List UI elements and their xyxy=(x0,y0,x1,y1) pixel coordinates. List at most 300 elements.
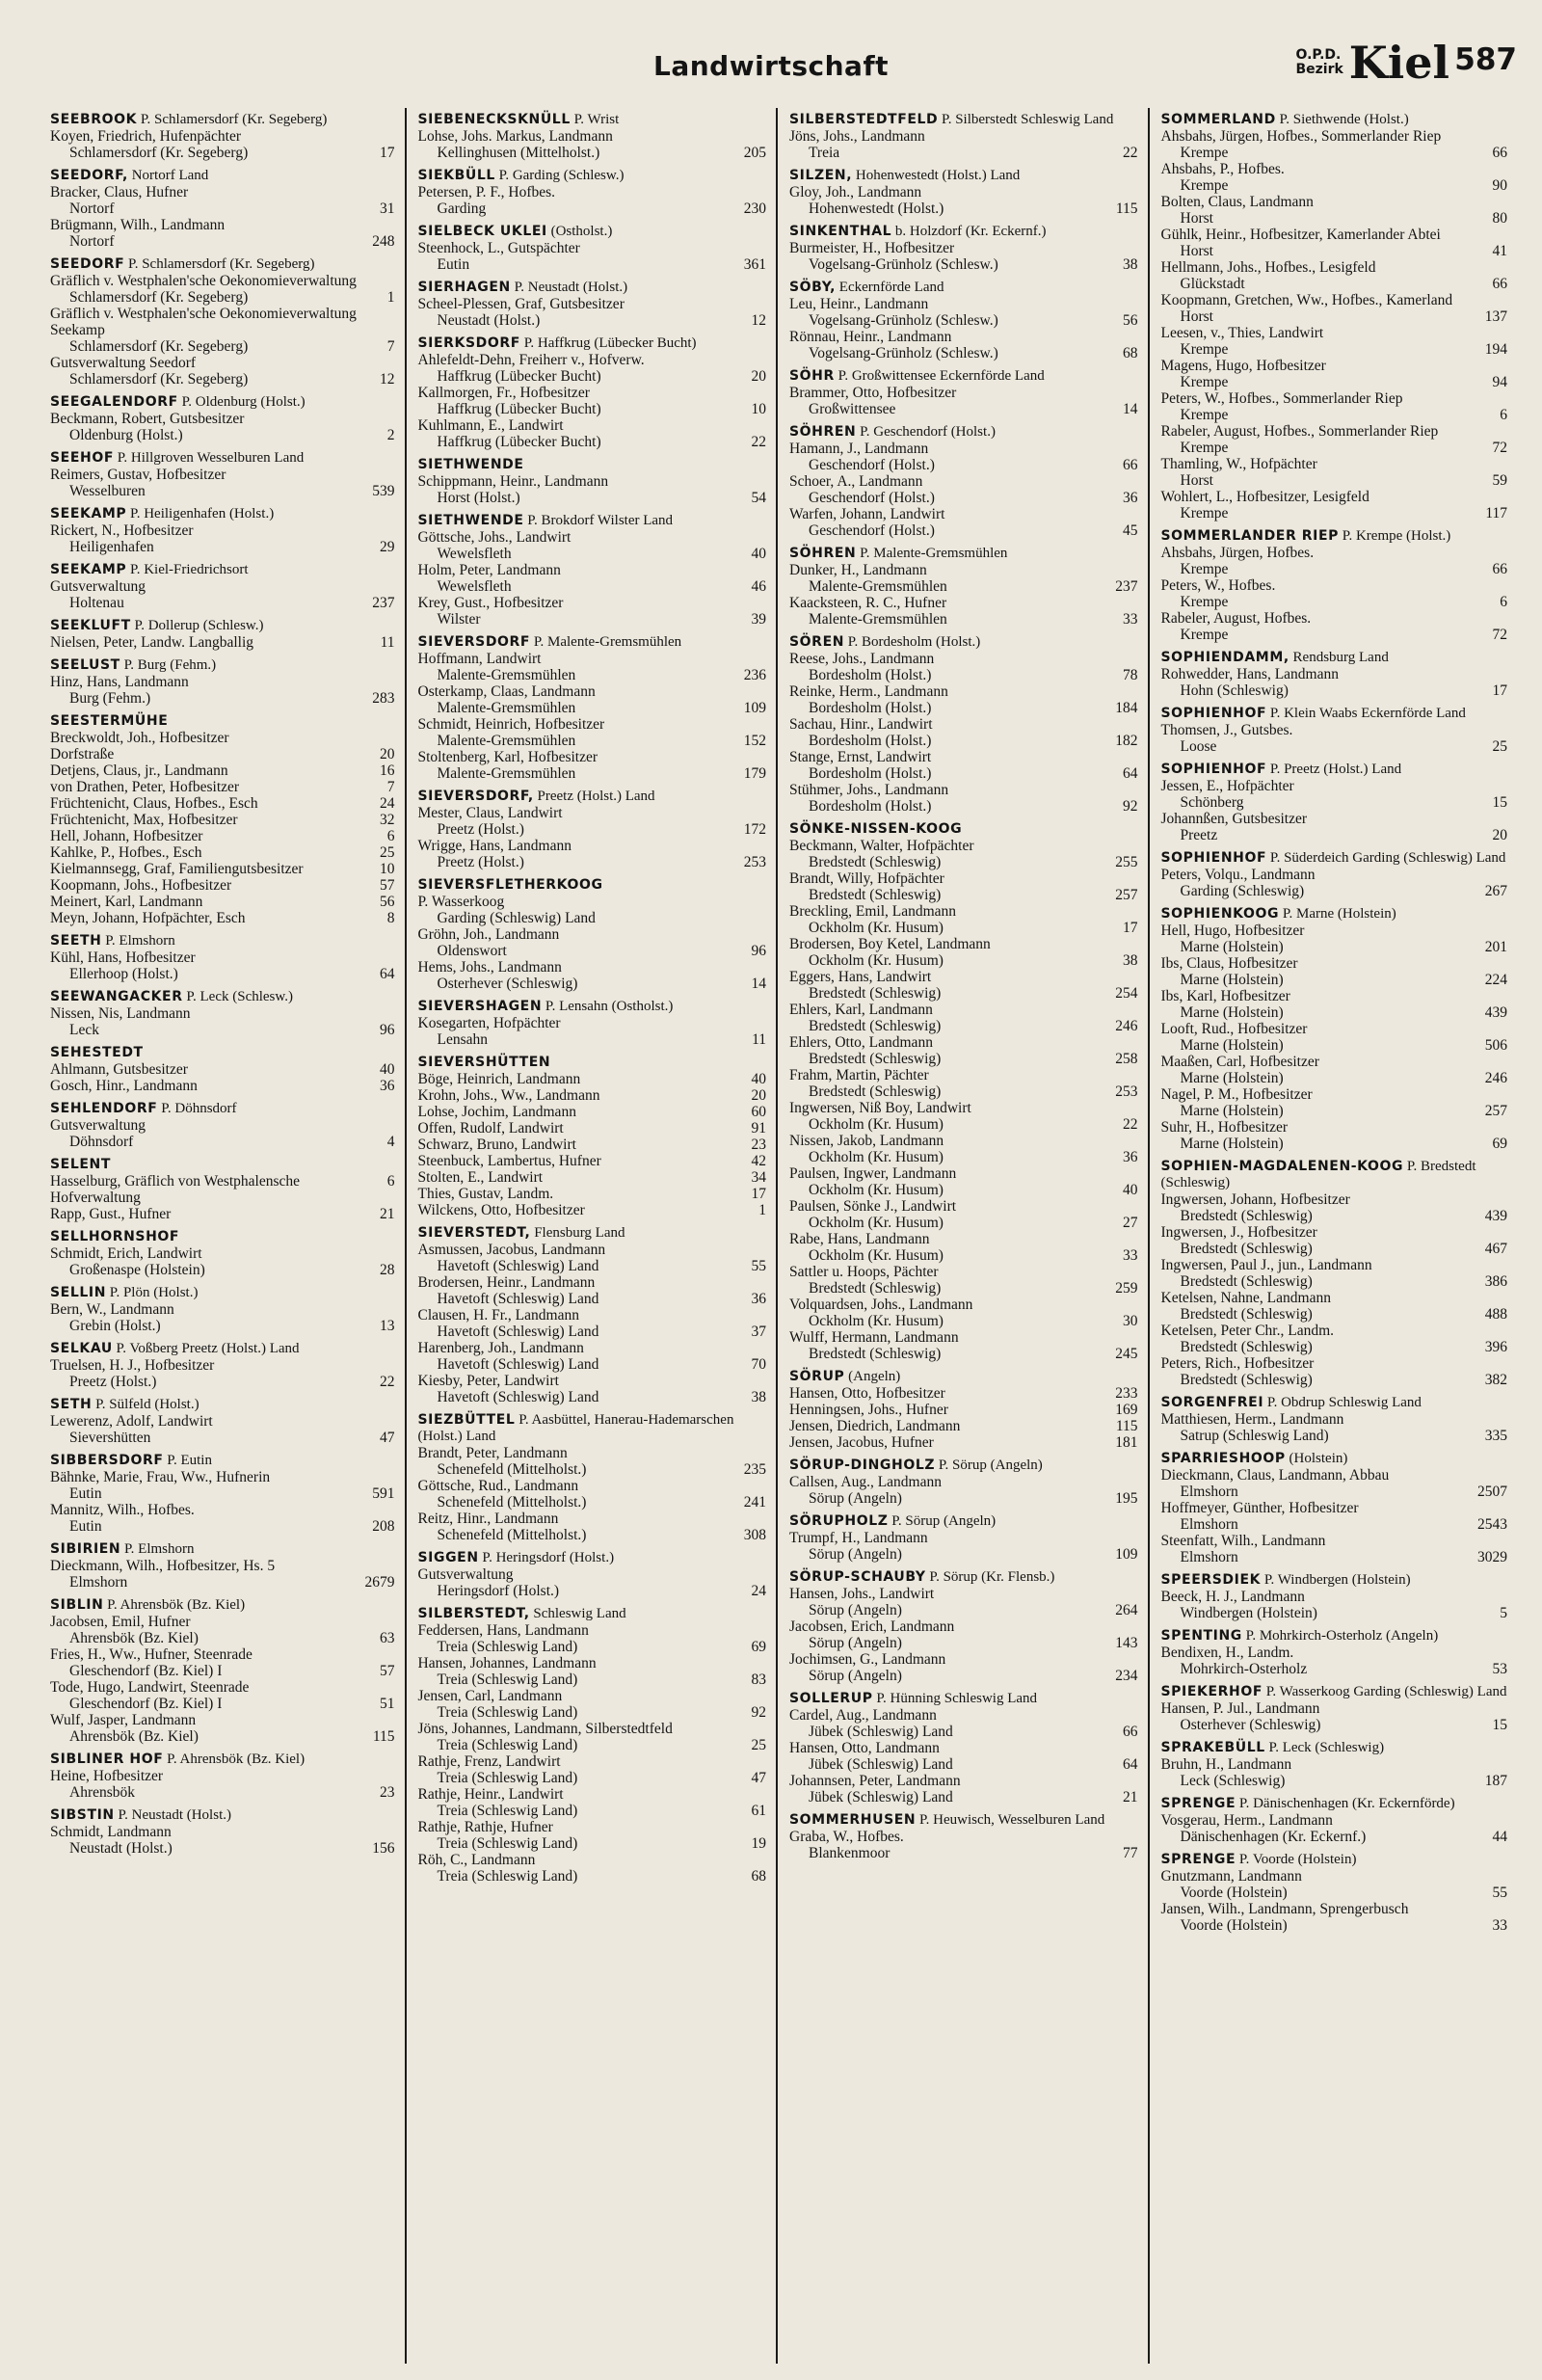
listing-location: Mohrkirch-Osterholz xyxy=(1180,1661,1308,1677)
place-info: Schleswig Land xyxy=(533,1606,626,1621)
listing-name: Gühlk, Heinr., Hofbesitzer, Kamerlander Abtei xyxy=(1160,227,1441,243)
listing-line xyxy=(50,795,395,812)
listing-number: 80 xyxy=(1492,210,1507,227)
directory-entry xyxy=(50,1397,395,1446)
listing-name: Hansen, Johannes, Landmann xyxy=(417,1655,597,1671)
listing-name: Hamann, J., Landmann xyxy=(789,441,929,457)
listing-name: Jansen, Wilh., Landmann, Sprengerbusch xyxy=(1160,1901,1409,1917)
listing-number: 257 xyxy=(1115,887,1138,903)
directory-entry xyxy=(1161,1684,1508,1733)
listing-name: Rabeler, August, Hofbes. xyxy=(1160,610,1312,627)
listing-line xyxy=(50,779,395,795)
listing-number: 38 xyxy=(1123,952,1138,969)
listing-row xyxy=(418,1566,767,1599)
listing-location-line xyxy=(1161,1004,1508,1021)
place-heading xyxy=(1161,706,1508,722)
listing-number: 37 xyxy=(751,1324,766,1340)
listing-location-line xyxy=(50,145,395,161)
listing-number: 7 xyxy=(386,779,395,795)
listing-name: Bendixen, H., Landm. xyxy=(1160,1645,1294,1661)
listing-name: Warfen, Johann, Landwirt xyxy=(789,506,945,522)
listing-location-line xyxy=(50,427,395,443)
listing-location: Glückstadt xyxy=(1180,276,1245,292)
place-heading xyxy=(418,168,767,184)
listing-location: Haffkrug (Lübecker Bucht) xyxy=(437,401,601,417)
listing-row xyxy=(789,1264,1138,1297)
listing-name: Mester, Claus, Landwirt xyxy=(417,805,563,821)
listing-location-line xyxy=(789,854,1138,870)
listing-location-line xyxy=(418,368,767,385)
listing-location: Oldenburg (Holst.) xyxy=(69,427,183,443)
place-heading xyxy=(50,1597,395,1614)
listing-number: 45 xyxy=(1123,522,1138,539)
listing-number: 143 xyxy=(1115,1635,1138,1651)
listing-number: 156 xyxy=(372,1840,395,1857)
listing-number: 90 xyxy=(1492,177,1507,194)
place-name: SIGGEN xyxy=(417,1550,479,1565)
listing-location: Bredstedt (Schleswig) xyxy=(809,985,942,1002)
listing-location: Großenaspe (Holstein) xyxy=(69,1262,205,1278)
listing-number: 92 xyxy=(1123,798,1138,815)
listing-number: 6 xyxy=(386,1173,395,1190)
listing-name: Dorfstraße xyxy=(50,746,115,762)
place-heading xyxy=(50,1157,395,1173)
listing-location-line xyxy=(418,821,767,838)
directory-entry xyxy=(50,1807,395,1857)
listing-row xyxy=(50,217,395,250)
listing-line xyxy=(789,1418,1138,1434)
listing-number: 137 xyxy=(1484,308,1507,325)
listing-number: 172 xyxy=(743,821,766,838)
listing-number: 47 xyxy=(751,1770,766,1786)
listing-number: 2 xyxy=(386,427,395,443)
listing-location-line xyxy=(789,1756,1138,1773)
listing-location: Bredstedt (Schleswig) xyxy=(809,1346,942,1362)
listing-location: Treia (Schleswig Land) xyxy=(437,1704,578,1721)
listing-name: Nissen, Jakob, Landmann xyxy=(789,1133,944,1149)
listing-location-line xyxy=(789,611,1138,628)
listing-location-line xyxy=(50,1318,395,1334)
listing-name: Ingwersen, Niß Boy, Landwirt xyxy=(789,1100,971,1116)
listing-location: Sievershütten xyxy=(69,1430,151,1446)
place-heading xyxy=(50,1045,395,1061)
listing-number: 335 xyxy=(1484,1428,1507,1444)
listing-row xyxy=(418,1445,767,1478)
listing-location-line xyxy=(789,887,1138,903)
listing-location: Osterhever (Schleswig) xyxy=(1180,1717,1321,1733)
listing-name: Offen, Rudolf, Landwirt xyxy=(417,1120,564,1137)
listing-row xyxy=(789,1329,1138,1362)
listing-name: Frahm, Martin, Pächter xyxy=(789,1067,929,1083)
listing-location-line xyxy=(789,1490,1138,1507)
place-heading xyxy=(1161,1796,1508,1812)
listing-location: Malente-Gremsmühlen xyxy=(437,765,576,782)
listing-name: von Drathen, Peter, Hofbesitzer xyxy=(50,779,240,795)
listing-row xyxy=(418,1274,767,1307)
listing-name: Meyn, Johann, Hofpächter, Esch xyxy=(50,910,246,926)
listing-location: Elmshorn xyxy=(1180,1484,1238,1500)
listing-number: 96 xyxy=(751,943,766,959)
listing-row xyxy=(418,1852,767,1885)
listing-number: 169 xyxy=(1115,1402,1138,1418)
place-name: SIBIRIEN xyxy=(50,1541,121,1557)
listing-location-line xyxy=(789,1149,1138,1165)
directory-entry xyxy=(1161,112,1508,521)
listing-row xyxy=(418,1104,767,1120)
place-info: P. Wasserkoog Garding (Schleswig) Land xyxy=(1265,1684,1507,1699)
listing-location-line xyxy=(1161,308,1508,325)
listing-number: 396 xyxy=(1484,1339,1507,1355)
listing-location: Blankenmoor xyxy=(809,1845,891,1861)
listing-row xyxy=(1161,1812,1508,1845)
listing-location: Ockholm (Kr. Husum) xyxy=(809,1313,944,1329)
listing-number: 254 xyxy=(1115,985,1138,1002)
listing-row xyxy=(418,1786,767,1819)
listing-number: 253 xyxy=(743,854,766,870)
place-info: P. Malente-Gremsmühlen xyxy=(860,546,1008,561)
listing-location: Havetoft (Schleswig) Land xyxy=(437,1258,599,1274)
place-name: SÖHR xyxy=(789,368,835,384)
listing-location: Lensahn xyxy=(437,1031,489,1048)
listing-location-line xyxy=(789,1280,1138,1297)
listing-row xyxy=(789,936,1138,969)
listing-location-line xyxy=(418,401,767,417)
listing-row xyxy=(418,1015,767,1048)
listing-location: Garding (Schleswig) Land xyxy=(437,910,596,926)
directory-entry xyxy=(50,1229,395,1278)
listing-location: Havetoft (Schleswig) Land xyxy=(437,1356,599,1373)
listing-row xyxy=(418,1819,767,1852)
listing-name: Trumpf, H., Landmann xyxy=(789,1530,928,1546)
listing-row xyxy=(789,1067,1138,1100)
listing-location-line xyxy=(418,1291,767,1307)
listing-row xyxy=(418,417,767,450)
listing-line xyxy=(50,894,395,910)
listing-row xyxy=(789,562,1138,595)
listing-row xyxy=(789,1100,1138,1133)
listing-name: Bähnke, Marie, Frau, Ww., Hufnerin xyxy=(50,1469,271,1485)
listing-number: 66 xyxy=(1492,561,1507,577)
listing-location: Bredstedt (Schleswig) xyxy=(1180,1306,1313,1323)
place-name: SPIEKERHOF xyxy=(1160,1684,1263,1699)
listing-row xyxy=(50,1061,395,1078)
listing-name: Rabeler, August, Hofbes., Sommerlander Riep xyxy=(1160,423,1439,440)
listing-row xyxy=(418,1186,767,1202)
listing-row xyxy=(50,1005,395,1038)
place-heading xyxy=(418,789,767,805)
listing-number: 12 xyxy=(380,371,395,388)
listing-name: Hoffmeyer, Günther, Hofbesitzer xyxy=(1160,1500,1359,1516)
listing-number: 72 xyxy=(1492,440,1507,456)
listing-location-line xyxy=(1161,440,1508,456)
listing-location-line xyxy=(50,1485,395,1502)
place-info: P. Windbergen (Holstein) xyxy=(1263,1572,1411,1588)
listing-name: Ingwersen, Paul J., jun., Landmann xyxy=(1160,1257,1372,1273)
listing-name: Ketelsen, Nahne, Landmann xyxy=(1160,1290,1331,1306)
place-info: P. Klein Waabs Eckernförde Land xyxy=(1269,706,1466,721)
listing-name: Koyen, Friedrich, Hufenpächter xyxy=(50,128,241,145)
listing-row xyxy=(1161,390,1508,423)
listing-name: Kuhlmann, E., Landwirt xyxy=(417,417,564,434)
listing-row xyxy=(1161,1119,1508,1152)
listing-name: Paulsen, Ingwer, Landmann xyxy=(789,1165,957,1182)
listing-name: P. Wasserkoog xyxy=(417,894,505,910)
listing-row xyxy=(418,529,767,562)
listing-location-line xyxy=(418,1389,767,1405)
listing-number: 235 xyxy=(743,1461,766,1478)
listing-location-line xyxy=(789,733,1138,749)
listing-row xyxy=(1161,325,1508,358)
listing-number: 246 xyxy=(1115,1018,1138,1034)
directory-entry xyxy=(50,1341,395,1390)
place-info: P. Dollerup (Schlesw.) xyxy=(134,618,264,633)
listing-row xyxy=(50,273,395,306)
listing-location: Vogelsang-Grünholz (Schlesw.) xyxy=(809,312,998,329)
listing-location-line xyxy=(418,1639,767,1655)
listing-name: Jensen, Diedrich, Landmann xyxy=(789,1418,961,1434)
place-info: P. Voorde (Holstein) xyxy=(1238,1852,1357,1867)
listing-number: 20 xyxy=(751,368,766,385)
listing-name: Kahlke, P., Hofbes., Esch xyxy=(50,844,202,861)
listing-row xyxy=(50,1502,395,1535)
listing-name: Hell, Hugo, Hofbesitzer xyxy=(1160,923,1305,939)
listing-location-line xyxy=(1161,374,1508,390)
place-name: SIEKBÜLL xyxy=(417,168,495,183)
place-name: SOPHIEN-MAGDALENEN-KOOG xyxy=(1160,1159,1404,1174)
listing-location: Horst xyxy=(1180,243,1213,259)
listing-row xyxy=(1161,1086,1508,1119)
listing-location-line xyxy=(418,910,767,926)
listing-location-line xyxy=(789,401,1138,417)
listing-number: 308 xyxy=(743,1527,766,1543)
listing-row xyxy=(789,240,1138,273)
listing-location: Krempe xyxy=(1180,627,1229,643)
listing-number: 257 xyxy=(1484,1103,1507,1119)
listing-location-line xyxy=(418,490,767,506)
listing-row xyxy=(418,184,767,217)
place-heading xyxy=(418,877,767,894)
listing-number: 29 xyxy=(380,539,395,555)
place-name: SÖHREN xyxy=(789,546,857,561)
place-info: P. Dänischenhagen (Kr. Eckernförde) xyxy=(1238,1796,1455,1811)
place-info: P. Eutin xyxy=(167,1453,212,1468)
listing-location-line xyxy=(418,1737,767,1753)
listing-row xyxy=(50,910,395,926)
listing-name: Ahsbahs, P., Hofbes. xyxy=(1160,161,1285,177)
place-info: P. Mohrkirch-Osterholz (Angeln) xyxy=(1245,1628,1439,1644)
listing-number: 22 xyxy=(380,1374,395,1390)
listing-location: Wesselburen xyxy=(69,483,146,499)
place-name: SOLLERUP xyxy=(789,1691,873,1706)
listing-row xyxy=(50,844,395,861)
listing-row xyxy=(418,959,767,992)
place-name: SEEDORF xyxy=(50,256,125,272)
listing-name: Ahlefeldt-Dehn, Freiherr v., Hofverw. xyxy=(417,352,645,368)
listing-number: 78 xyxy=(1123,667,1138,683)
listing-location-line xyxy=(789,1789,1138,1805)
listing-name: Ehlers, Karl, Landmann xyxy=(789,1002,933,1018)
listing-location: Bredstedt (Schleswig) xyxy=(809,854,942,870)
listing-location-line xyxy=(418,976,767,992)
place-heading xyxy=(418,1225,767,1242)
listing-name: Graba, W., Hofbes. xyxy=(789,1829,904,1845)
listing-location: Treia xyxy=(809,145,840,161)
directory-entry xyxy=(789,546,1138,628)
listing-location-line xyxy=(1161,1661,1508,1677)
listing-name: Dunker, H., Landmann xyxy=(789,562,927,578)
listing-line xyxy=(418,1137,767,1153)
place-info: P. Schlamersdorf (Kr. Segeberg) xyxy=(128,256,315,272)
listing-location-line xyxy=(789,1546,1138,1563)
listing-location-line xyxy=(418,1868,767,1885)
listing-location-line xyxy=(418,1583,767,1599)
listing-location-line xyxy=(1161,883,1508,899)
listing-number: 382 xyxy=(1484,1372,1507,1388)
listing-number: 3029 xyxy=(1477,1549,1507,1565)
listing-location-line xyxy=(418,1324,767,1340)
listing-row xyxy=(50,762,395,779)
listing-name: Hinz, Hans, Landmann xyxy=(50,674,189,690)
place-info: Nortorf Land xyxy=(131,168,209,183)
place-info: P. Plön (Holst.) xyxy=(109,1285,199,1300)
listing-location-line xyxy=(50,1374,395,1390)
listing-number: 96 xyxy=(380,1022,395,1038)
listing-row xyxy=(50,1614,395,1646)
listing-row xyxy=(418,1242,767,1274)
listing-location-line xyxy=(50,483,395,499)
listing-name: Lohse, Jochim, Landmann xyxy=(417,1104,576,1120)
listing-row xyxy=(418,805,767,838)
listing-number: 69 xyxy=(1492,1136,1507,1152)
listing-location: Bordesholm (Holst.) xyxy=(809,667,932,683)
listing-row xyxy=(50,306,395,355)
listing-location: Preetz xyxy=(1180,827,1218,843)
listing-location: Ellerhoop (Holst.) xyxy=(69,966,178,982)
listing-number: 25 xyxy=(380,844,395,861)
listing-row xyxy=(789,1586,1138,1618)
listing-location: Sörup (Angeln) xyxy=(809,1546,902,1563)
listing-number: 59 xyxy=(1492,472,1507,489)
listing-number: 21 xyxy=(1123,1789,1138,1805)
listing-number: 11 xyxy=(380,634,395,651)
listing-row xyxy=(789,1133,1138,1165)
listing-number: 6 xyxy=(1500,594,1507,610)
listing-number: 66 xyxy=(1492,276,1507,292)
listing-name: Stange, Ernst, Landwirt xyxy=(789,749,932,765)
listing-location: Malente-Gremsmühlen xyxy=(437,700,576,716)
listing-name: Schmidt, Landmann xyxy=(50,1824,172,1840)
listing-location-line xyxy=(1161,939,1508,955)
listing-location-line xyxy=(418,1527,767,1543)
listing-location-line xyxy=(50,1022,395,1038)
listing-location: Marne (Holstein) xyxy=(1180,1037,1284,1054)
listing-location-line xyxy=(418,1356,767,1373)
listing-row xyxy=(418,296,767,329)
listing-location: Treia (Schleswig Land) xyxy=(437,1671,578,1688)
listing-line xyxy=(50,844,395,861)
listing-number: 40 xyxy=(751,546,766,562)
place-heading xyxy=(418,1412,767,1445)
listing-location-line xyxy=(50,371,395,388)
place-heading xyxy=(1161,528,1508,545)
listing-location: Bredstedt (Schleswig) xyxy=(809,1083,942,1100)
place-heading xyxy=(1161,1628,1508,1645)
listing-location-line xyxy=(50,1134,395,1150)
listing-location-line xyxy=(50,1784,395,1801)
listing-number: 33 xyxy=(1123,1247,1138,1264)
directory-entry xyxy=(418,877,767,992)
listing-name: Bolten, Claus, Landmann xyxy=(1160,194,1314,210)
listing-location: Nortorf xyxy=(69,233,115,250)
listing-location: Sörup (Angeln) xyxy=(809,1635,902,1651)
place-heading xyxy=(418,634,767,651)
place-heading xyxy=(50,168,395,184)
listing-row xyxy=(418,1340,767,1373)
listing-location-line xyxy=(50,289,395,306)
listing-name: Ahlmann, Gutsbesitzer xyxy=(50,1061,188,1078)
place-info: P. Obdrup Schleswig Land xyxy=(1266,1395,1422,1410)
listing-number: 12 xyxy=(751,312,766,329)
place-heading xyxy=(418,999,767,1015)
listing-row xyxy=(50,1245,395,1278)
listing-name: Peters, Rich., Hofbesitzer xyxy=(1160,1355,1315,1372)
place-name: SIEVERSDORF xyxy=(417,634,531,650)
place-info: P. Geschendorf (Holst.) xyxy=(860,424,996,440)
listing-name: Wohlert, L., Hofbesitzer, Lesigfeld xyxy=(1160,489,1369,505)
listing-number: 40 xyxy=(1123,1182,1138,1198)
listing-row xyxy=(50,1679,395,1712)
listing-row xyxy=(50,1768,395,1801)
listing-number: 94 xyxy=(1492,374,1507,390)
listing-number: 47 xyxy=(380,1430,395,1446)
listing-row xyxy=(418,651,767,683)
listing-name: Brammer, Otto, Hofbesitzer xyxy=(789,385,957,401)
listing-row xyxy=(418,240,767,273)
listing-row xyxy=(1161,722,1508,755)
listing-row xyxy=(1161,778,1508,811)
place-heading xyxy=(789,1369,1138,1385)
place-name: SPENTING xyxy=(1160,1628,1242,1644)
listing-row xyxy=(50,522,395,555)
listing-name: Gnutzmann, Landmann xyxy=(1160,1868,1302,1885)
listing-location: Voorde (Holstein) xyxy=(1180,1885,1288,1901)
listing-row xyxy=(50,746,395,762)
place-heading xyxy=(50,394,395,411)
listing-number: 264 xyxy=(1115,1602,1138,1618)
place-heading xyxy=(789,1513,1138,1530)
listing-row xyxy=(1161,358,1508,390)
listing-row xyxy=(789,651,1138,683)
listing-location-line xyxy=(50,233,395,250)
listing-name: Kielmannsegg, Graf, Familiengutsbesitzer xyxy=(50,861,304,877)
listing-location-line xyxy=(1161,1917,1508,1934)
place-info: P. Oldenburg (Holst.) xyxy=(181,394,306,410)
listing-row xyxy=(50,1558,395,1591)
listing-number: 55 xyxy=(751,1258,766,1274)
place-heading xyxy=(1161,1684,1508,1700)
listing-row xyxy=(418,1373,767,1405)
listing-location: Ockholm (Kr. Husum) xyxy=(809,1182,944,1198)
place-heading xyxy=(1161,906,1508,923)
listing-location-line xyxy=(789,700,1138,716)
listing-location: Preetz (Holst.) xyxy=(69,1374,157,1390)
place-heading xyxy=(789,1812,1138,1829)
listing-number: 109 xyxy=(743,700,766,716)
listing-row xyxy=(418,128,767,161)
listing-row xyxy=(1161,1411,1508,1444)
listing-name: Looft, Rud., Hofbesitzer xyxy=(1160,1021,1308,1037)
listing-name: Krey, Gust., Hofbesitzer xyxy=(417,595,564,611)
